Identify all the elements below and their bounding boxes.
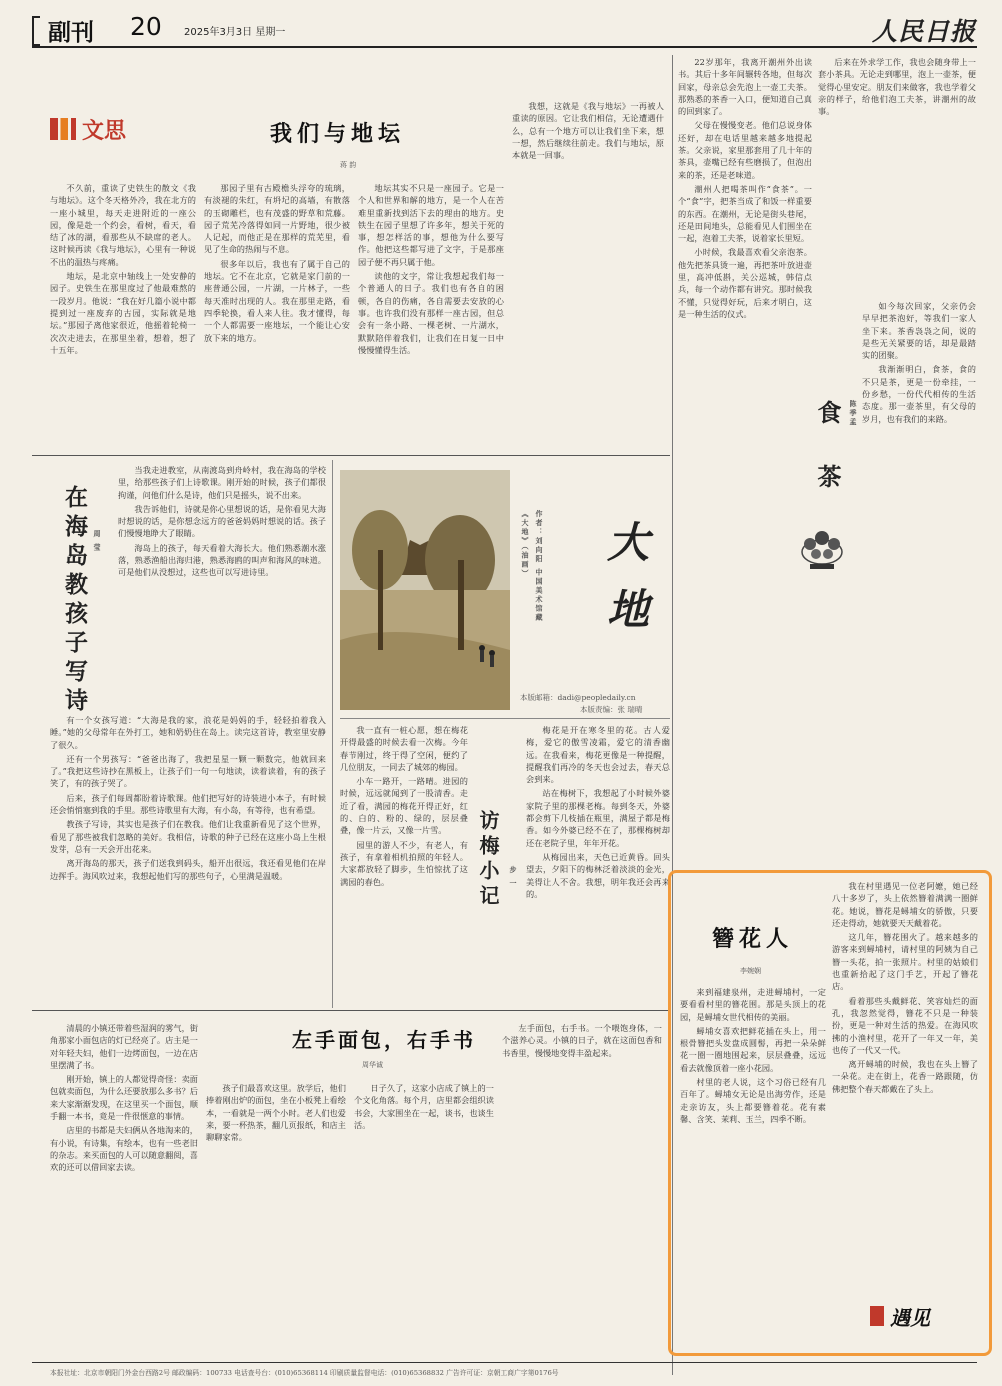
article1-p5: 地坛其实不只是一座园子。它是一个人和世界和解的地方，是一个人在苦难里重新找到活下去的理由的地方。史铁生在园子里想了许多年，想关于死的事，想怎样活的事，想他为什么要写作。他把这些都写进了文字，于是那座园子便不再只属于他。 — [358, 183, 504, 267]
tea-plant-svg — [798, 522, 846, 572]
column-tag-icon — [50, 118, 76, 140]
article2-p7: 教孩子写诗，其实也是孩子们在教我。他们让我重新看见了这个世界，看见了那些被我们忽略的美好。我相信，诗歌的种子已经在这座小岛上生根发芽，总有一天会开出花来。 — [50, 819, 326, 854]
article1-author: 蒋 韵 — [340, 161, 357, 169]
article1-col4 — [512, 100, 664, 450]
article1-p2: 地坛，是北京中轴线上一处安静的园子。史铁生在那里度过了他最难熬的一段岁月。他说：“我在好几篇小说中都提到过一座废弃的古园，实际就是地坛。”那园子离他家很近，他摇着轮椅一次次走进去，在那里坐着，想着，想了十五年。 — [50, 271, 196, 355]
section-bracket — [32, 16, 40, 46]
page-email: 本版邮箱：dadi@peopledaily.cn — [520, 693, 636, 702]
article6-col2 — [206, 1082, 346, 1362]
article4-p2: 小车一路开，一路晴。进园的时候，远远就闻到了一股清香。走近了看，满园的梅花开得正好，红的、白的、粉的、绿的，层层叠叠，像一片云，又像一片雪。 — [340, 776, 468, 836]
article3-p4: 小时候，我最喜欢看父亲泡茶。他先把茶具烫一遍，再把茶叶放进壶里，高冲低斟，关公巡城，韩信点兵，每一个动作都有讲究。那时候我不懂，只觉得好玩，后来才明白，这是一种生活的仪式。 — [678, 247, 812, 319]
article6-p6: 左手面包，右手书。一个喂饱身体，一个滋养心灵。小镇的日子，就在这面包香和书香里，慢慢地变得丰盈起来。 — [502, 1023, 662, 1058]
article5-p3: 村里的老人说，这个习俗已经有几百年了。蟳埔女无论是出海劳作，还是走亲访友，头上都要簪着花。花有素馨、含笑、茉莉、玉兰，四季不断。 — [680, 1077, 826, 1124]
article1-col3 — [358, 182, 504, 450]
article5-p6: 看着那些头戴鲜花、笑容灿烂的面孔，我忽然觉得，簪花不只是一种装扮，更是一种对生活的热爱。在海风吹拂的小渔村里，花开了一年又一年，美也传了一代又一代。 — [832, 995, 978, 1055]
article6-p3: 店里的书都是夫妇俩从各地淘来的，有小说，有诗集，有绘本，也有一些老旧的杂志。来买面包的人可以随意翻阅，喜欢的还可以借回家去读。 — [50, 1125, 198, 1173]
article3-p2: 父母在慢慢变老。他们总说身体还好，却在电话里越来越多地提起茶。父亲说，家里那套用了几十年的茶具，壶嘴已经有些磨损了，但泡出来的茶，还是老味道。 — [678, 120, 812, 180]
article6-p5: 日子久了，这家小店成了镇上的一个文化角落。每个月，店里都会组织读书会，大家围坐在一起，谈书，也谈生活。 — [354, 1083, 494, 1130]
artwork-caption-credit: 作者：刘向阳 中国美术馆藏 — [535, 510, 544, 623]
article3-p7: 我渐渐明白，食茶，食的不只是茶，更是一份牵挂，一份乡愁，一份代代相传的生活态度。那一壶茶里，有父母的岁月，也有我们的来路。 — [862, 364, 976, 424]
header-rule — [32, 46, 977, 48]
signature-label: 遇见 — [890, 1306, 930, 1330]
article2-p4: 有一个女孩写道：“大海是我的家，浪花是妈妈的手，轻轻拍着我入睡。”她的父母常年在外打工，她和奶奶住在岛上。读完这首诗，教室里安静了很久。 — [50, 715, 326, 750]
article1-col1 — [50, 182, 196, 450]
article4-p3: 园里的游人不少，有老人，有孩子，有拿着相机拍照的年轻人。大家都放轻了脚步，生怕惊扰了这满园的春色。 — [340, 839, 468, 887]
issue-date: 2025年3月3日 星期一 — [184, 27, 286, 38]
article3-col3 — [862, 300, 976, 854]
article3-col1 — [678, 56, 812, 854]
article3-p6: 如今每次回家，父亲仍会早早把茶泡好，等我们一家人坐下来。茶香袅袅之间，说的是些无关紧要的话，却是最踏实的团聚。 — [862, 301, 976, 361]
article2-p8: 离开海岛的那天，孩子们送我到码头，船开出很远，我还看见他们在岸边挥手。海风吹过来，我想起他们写的那些句子，心里满是温暖。 — [50, 858, 326, 881]
article6-p1: 清晨的小镇还带着些湿润的雾气，街角那家小面包店的灯已经亮了。店主是一对年轻夫妇，他们一边烤面包，一边在店里摆满了书。 — [50, 1023, 198, 1070]
article6-author: 周华诚 — [362, 1061, 383, 1069]
article5-p2: 蟳埔女喜欢把鲜花插在头上，用一根骨簪把头发盘成圆髻，再把一朵朵鲜花一圈一圈地围起来，层层叠叠，远远看去就像顶着一座小花园。 — [680, 1025, 826, 1073]
artwork-painting — [340, 470, 510, 710]
page-number: 20 — [130, 12, 162, 41]
article6-col1 — [50, 1022, 198, 1362]
article4-col2 — [526, 724, 670, 1006]
article6-p4: 孩子们最喜欢这里。放学后，他们捧着刚出炉的面包，坐在小板凳上看绘本，一看就是一两个小时。老人们也爱来，要一杯热茶，翻几页报纸，和店主聊聊家常。 — [206, 1083, 346, 1143]
footer-rule — [32, 1362, 977, 1363]
article5-col2 — [832, 880, 978, 1290]
article2-col2 — [50, 714, 326, 1004]
article5-p7: 离开蟳埔的时候，我也在头上簪了一朵花。走在街上，花香一路跟随，仿佛把整个春天都戴在了头上。 — [832, 1059, 978, 1094]
masthead-logo: 人民日报 — [872, 17, 977, 46]
article1-col2 — [204, 182, 350, 450]
article1-p1: 不久前，重读了史铁生的散文《我与地坛》。这个冬天格外冷，我在北方的一座小城里，每天走进附近的一座公园，像是赴一个约会，看树，看天，看结了冰的湖，看那些从不缺席的老人。这时候再读《我与地坛》，心里有一种说不出的温热与疼痛。 — [50, 183, 196, 267]
signature-mark-icon — [870, 1306, 884, 1326]
rule-mid — [32, 1010, 670, 1011]
article4-p1: 我一直有一桩心愿，想在梅花开得最盛的时候去看一次梅。今年春节刚过，终于得了空闲，便约了几位朋友，一同去了城郊的梅园。 — [340, 725, 468, 772]
article4-p5: 站在梅树下，我想起了小时候外婆家院子里的那棵老梅。每到冬天，外婆都会剪下几枝插在瓶里，满屋子都是梅香。如今外婆已经不在了，那棵梅树却还在老院子里，年年开花。 — [526, 788, 670, 848]
article1-title: 我们与地坛 — [270, 121, 406, 147]
article4-title: 访梅小记 — [476, 810, 500, 910]
article4-author: 步 一 — [509, 866, 518, 889]
column-tag-label: 文思 — [82, 118, 127, 144]
article1-p3: 那园子里有古殿檐头浮夸的琉璃，有淡褪的朱红，有坍圮的高墙，有散落的玉砌雕栏，也有茂盛的野草和荒藤。园子荒芜冷落得如同一片野地，很少被人记起，而他正是在那样的荒芜里，看见了生命的热闹与不息。 — [204, 183, 350, 255]
article2-p6: 后来，孩子们每周都盼着诗歌课。他们把写好的诗装进小本子，有时候还会悄悄塞到我的手里。那些诗歌里有大海，有小岛，有等待，也有希望。 — [50, 792, 326, 816]
column-signature — [870, 1300, 960, 1332]
article5-p4: 我在村里遇见一位老阿嬷，她已经八十多岁了，头上依然簪着满满一圈鲜花。她说，簪花是蟳埔女的骄傲，只要还走得动，她就要天天戴着花。 — [832, 881, 978, 928]
artwork-scene-svg — [340, 470, 510, 710]
article3-author: 陈季孟 — [849, 400, 858, 427]
article2-col1 — [118, 464, 326, 710]
page-editor: 本版责编：张 瑞晴 — [580, 705, 643, 714]
article3-p1: 22岁那年，我离开潮州外出读书。其后十多年间辗转各地，但每次回家，母亲总会先泡上一壶工夫茶。那熟悉的茶香一入口，便知道自己真的回到家了。 — [678, 57, 812, 117]
article2-p5: 还有一个男孩写：“爸爸出海了，我把星星一颗一颗数完，他就回来了。”我把这些诗抄在黑板上，让孩子们一句一句地读，读着读着，有的孩子笑了，有的孩子哭了。 — [50, 753, 326, 789]
article4-col1 — [340, 724, 468, 1006]
page-header — [32, 12, 977, 46]
column-tag — [50, 112, 145, 146]
article2-p1: 当我走进教室，从南渡岛到舟岭村，我在海岛的学校里，给那些孩子们上诗歌课。刚开始的时候，孩子们都很拘谨，问他们什么是诗，他们只是摇头，说不出来。 — [118, 465, 326, 500]
article6-col3 — [354, 1082, 494, 1362]
rule-article2-right — [332, 460, 333, 1008]
article5-title: 簪花人 — [712, 926, 794, 952]
article5-col1 — [680, 986, 826, 1338]
article4-p6: 从梅园出来，天色已近黄昏。回头望去，夕阳下的梅林泛着淡淡的金光，美得让人不舍。我想，明年我还会再来的。 — [526, 851, 670, 899]
article3-p5: 后来在外求学工作，我也会随身带上一套小茶具。无论走到哪里，泡上一壶茶，便觉得心里安定。朋友们来做客，我也学着父亲的样子，给他们泡工夫茶，讲潮州的故事。 — [818, 57, 976, 117]
article3-p3: 潮州人把喝茶叫作“食茶”。一个“食”字，把茶当成了和饭一样重要的东西。在潮州，无论是街头巷尾，还是田间地头，总能看见人们围坐在一起，泡着工夫茶，说着家长里短。 — [678, 183, 812, 244]
article1-p6: 读他的文字，常让我想起我们每一个普通人的日子。我们也有各自的困顿，各自的伤痛，各自需要去安放的心事。也许我们没有那样一座古园，但总会有一条小路、一棵老树、一片湖水，默默陪伴着我们，让我们在日复一日中慢慢懂得生活。 — [358, 271, 504, 355]
article1-p7: 我想，这就是《我与地坛》一再被人重读的原因。它让我们相信，无论遭遇什么，总有一个地方可以让我们坐下来，想一想，然后继续往前走。我们与地坛，原本就是一回事。 — [512, 101, 664, 161]
rule-art-bottom — [340, 718, 670, 719]
article5-author: 李婉娴 — [740, 967, 761, 975]
article6-title: 左手面包，右手书 — [292, 1028, 476, 1052]
article6-col4 — [502, 1022, 662, 1362]
article4-p4: 梅花是开在寒冬里的花。古人爱梅，爱它的傲雪凌霜，爱它的清香幽远。在我看来，梅花更像是一种提醒，提醒我们再冷的冬天也会过去，春天总会到来。 — [526, 725, 670, 785]
article2-title: 在海岛教孩子写诗 — [61, 485, 88, 717]
article2-author: 周 莹 — [93, 530, 102, 553]
article2-p3: 海岛上的孩子，每天看着大海长大。他们熟悉潮水涨落，熟悉渔船出海归港，熟悉海鸥的叫声和海风的味道。可是他们从没想过，这些也可以写进诗里。 — [118, 542, 326, 578]
footer-info: 本报社址：北京市朝阳门外金台西路2号 邮政编码：100733 电话查号台：(010)65368114 印刷质量监督电话：(010)65368832 广告许可证：京朝工商广字第0176号 — [50, 1369, 559, 1377]
tea-illustration-icon — [798, 522, 846, 572]
article2-p2: 我告诉他们，诗就是你心里想说的话，是你看见大海时想说的话，是你想念远方的爸爸妈妈时想说的话。孩子们慢慢地睁大了眼睛。 — [118, 503, 326, 539]
article6-p2: 刚开始，镇上的人都觉得奇怪：卖面包就卖面包，为什么还要放那么多书？后来大家渐渐发现，在这里买一个面包，顺手翻一本书，竟是一件很惬意的事情。 — [50, 1074, 198, 1122]
article3-title: 食茶 — [813, 400, 842, 528]
article5-p1: 来到福建泉州，走进蟳埔村，一定要看看村里的簪花围。那是头顶上的花园，是蟳埔女世代相传的美丽。 — [680, 987, 826, 1022]
article3-col2 — [818, 56, 976, 296]
rule-article1-bottom — [32, 455, 670, 456]
artwork-caption: 《大地》（油画） — [521, 510, 530, 579]
article5-p5: 这几年，簪花围火了。越来越多的游客来到蟳埔村，请村里的阿姨为自己簪一头花，拍一张照片。村里的姑娘们也重新拾起了这门手艺，开起了簪花店。 — [832, 932, 978, 992]
artwork-label: 大地 — [601, 520, 650, 654]
article1-p4: 很多年以后，我也有了属于自己的地坛。它不在北京，它就是家门前的一座普通公园，一片湖，一片林子，一些每天准时出现的人。我在那里走路，看四季轮换，看人来人往。我才懂得，每一个人都需要一座地坛，一个能让心安放下来的地方。 — [204, 258, 350, 343]
section-name: 副刊 — [48, 20, 94, 46]
